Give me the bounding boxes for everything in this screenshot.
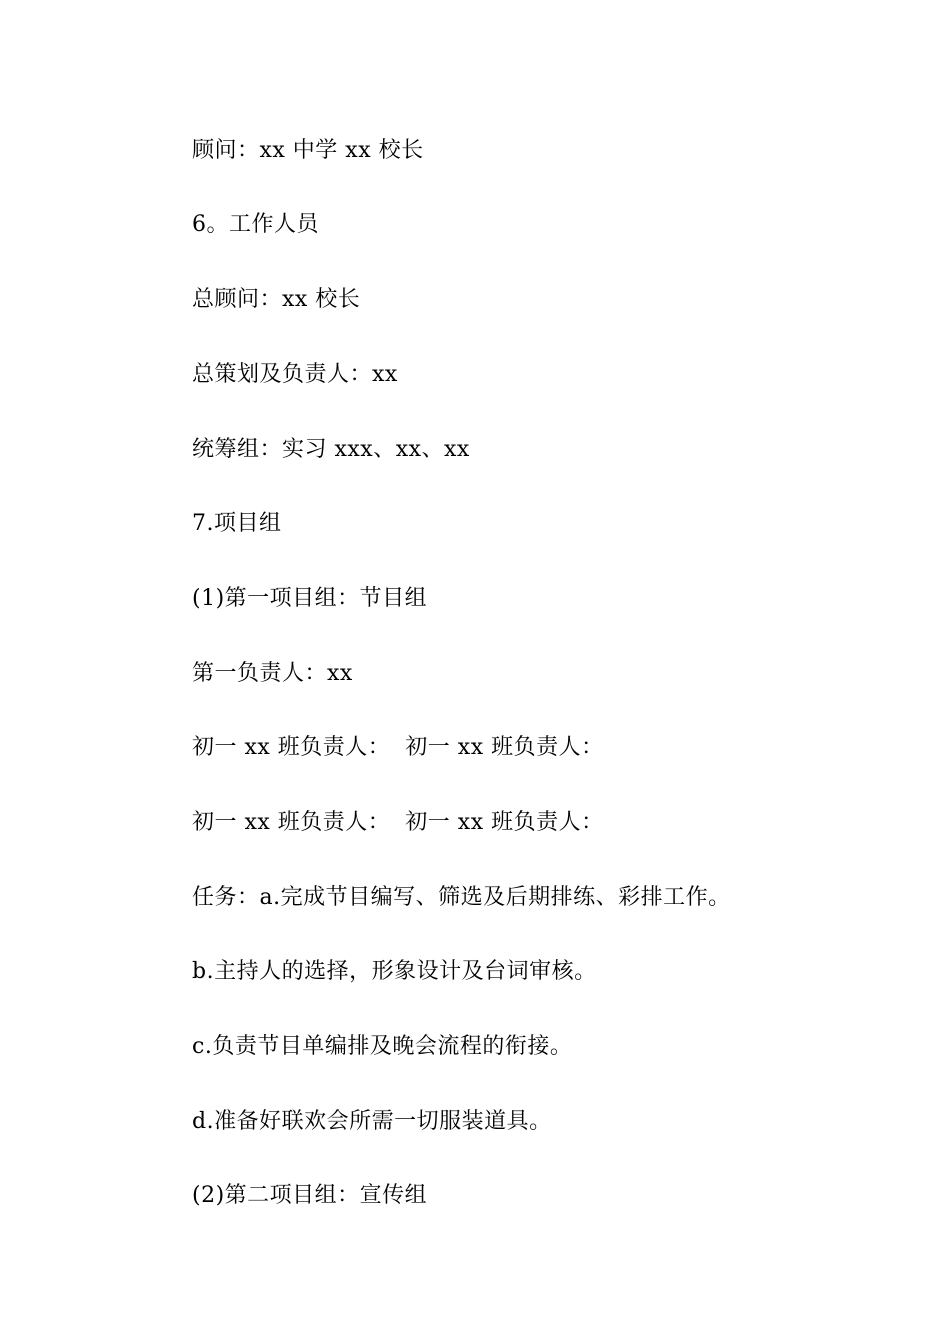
project-groups-heading: 7.项目组: [192, 511, 282, 536]
class-leads-line-1: 初一 xx 班负责人： 初一 xx 班负责人：: [192, 735, 604, 760]
task-c-line: c.负责节目单编排及晚会流程的衔接。: [192, 1034, 573, 1059]
task-a-line: 任务：a.完成节目编写、筛选及后期排练、彩排工作。: [192, 885, 731, 910]
group-1-lead-line: 第一负责人：xx: [192, 661, 353, 686]
task-b-line: b.主持人的选择，形象设计及台词审核。: [192, 959, 597, 984]
advisor-line: 顾问：xx 中学 xx 校长: [192, 138, 424, 163]
chief-planner-line: 总策划及负责人：xx: [192, 362, 398, 387]
group-1-heading: (1)第一项目组：节目组: [192, 586, 428, 611]
coordination-group-line: 统筹组：实习 xxx、xx、xx: [192, 437, 470, 462]
staff-heading: 6。工作人员: [192, 212, 319, 237]
class-leads-line-2: 初一 xx 班负责人： 初一 xx 班负责人：: [192, 810, 604, 835]
chief-advisor-line: 总顾问：xx 校长: [192, 287, 361, 312]
group-2-heading: (2)第二项目组：宣传组: [192, 1183, 428, 1208]
task-d-line: d.准备好联欢会所需一切服装道具。: [192, 1109, 552, 1134]
